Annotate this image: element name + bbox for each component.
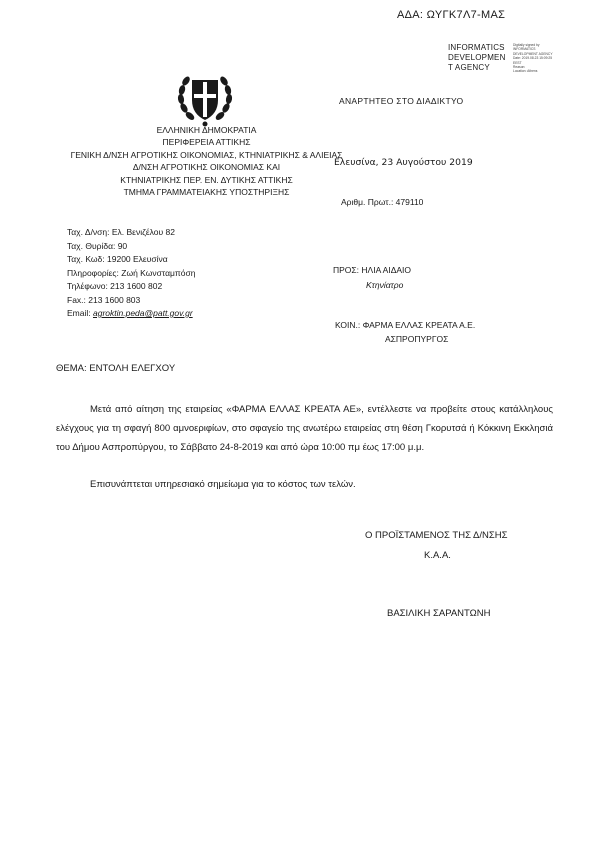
signature-line: Location: Athens [513,69,538,74]
address-line: Ταχ. Κωδ: 19200 Ελευσίνα [67,254,168,264]
greek-coat-of-arms-icon [174,68,236,130]
agency-line: DEVELOPMEN [448,53,506,62]
authority-header [60,124,353,198]
subject-line: ΘΕΜΑ: ΕΝΤΟΛΗ ΕΛΕΓΧΟΥ [56,363,176,374]
recipient-name: ΠΡΟΣ: ΗΛΙΑ ΑΙΔΑΙΟ [333,265,412,275]
publication-note: ΑΝΑΡΤΗΤΕΟ ΣΤΟ ΔΙΑΔΙΚΤΥΟ [339,96,464,106]
signature-line: EEST [513,60,522,65]
cc-location: ΑΣΠΡΟΠΥΡΓΟΣ [385,334,449,344]
contact-details [67,226,195,321]
recipient-role: Κτηνίατρο [366,280,404,290]
header-line: ΤΜΗΜΑ ΓΡΑΜΜΑΤΕΙΑΚΗΣ ΥΠΟΣΤΗΡΙΞΗΣ [123,187,290,198]
cc-company: ΚΟΙΝ.: ΦΑΡΜΑ ΕΛΛΑΣ ΚΡΕΑΤΑ Α.Ε. [335,320,476,330]
header-line: Δ/ΝΣΗ ΑΓΡΟΤΙΚΗΣ ΟΙΚΟΝΟΜΙΑΣ ΚΑΙ [132,162,281,173]
header-line: ΠΕΡΙΦΕΡΕΙΑ ΑΤΤΙΚΗΣ [162,137,251,148]
signature-line: DEVELOPMENT AGENCY [513,51,553,56]
signature-line: INFORMATICS [513,47,536,52]
agency-line: T AGENCY [448,63,490,72]
ada-code: ΑΔΑ: ΩΥΓΚ7Λ7-ΜΑΣ [397,9,506,21]
protocol-number: Αριθμ. Πρωτ.: 479110 [341,197,424,207]
address-line: Ταχ. Δ/νση: Ελ. Βενιζέλου 82 [67,227,175,237]
body-paragraph-attachment: Επισυνάπτεται υπηρεσιακό σημείωμα για το κόστος των τελών. [90,479,356,490]
signatory-title: Ο ΠΡΟΪΣΤΑΜΕΝΟΣ ΤΗΣ Δ/ΝΣΗΣ [365,530,508,541]
signature-line: Reason: [513,65,526,70]
signature-line: Digitally signed by [513,43,540,47]
header-line: ΓΕΝΙΚΗ Δ/ΝΣΗ ΑΓΡΟΤΙΚΗΣ ΟΙΚΟΝΟΜΙΑΣ, ΚΤΗΝΙΑΤΡΙΚΗΣ & ΑΛΙΕΙΑΣ [70,149,343,160]
email-label: Email: [67,308,93,318]
header-line: ΕΛΛΗΝΙΚΗ ΔΗΜΟΚΡΑΤΙΑ [156,125,257,135]
document-date: Ελευσίνα, 23 Αυγούστου 2019 [334,157,473,168]
agency-line: INFORMATICS [448,43,505,52]
address-line: Τηλέφωνο: 213 1600 802 [67,281,163,291]
address-line: Πληροφορίες: Ζωή Κωνσταμπόση [67,267,196,278]
signatory-name: ΒΑΣΙΛΙΚΗ ΣΑΡΑΝΤΩΝΗ [387,608,491,619]
signatory-kaa: Κ.Α.Α. [424,550,451,561]
email-line [67,307,195,321]
body-paragraph: Μετά από αίτηση της εταιρείας «ΦΑΡΜΑ ΕΛΛΑΣ ΚΡΕΑΤΑ ΑΕ», εντέλλεστε να προβείτε στους κατάλληλους ελέγχους για τη σφαγή 800 αμνοεριφίων, στο σφαγείο της ανωτέρω εταιρείας στη θέση Γκορυτσά ή Κόκκινη Εκκλησιά του Δήμου Ασπροπύργου, το Σάββατο 24-8-2019 και από ώρα 10:00 πμ έως 17:00 μ.μ. [56,404,553,453]
address-line: Fax.: 213 1600 803 [67,294,141,305]
address-line: Ταχ. Θυρίδα: 90 [67,240,128,251]
digital-signature-stamp [513,43,553,74]
header-line: ΚΤΗΝΙΑΤΡΙΚΗΣ ΠΕΡ. ΕΝ. ΔΥΤΙΚΗΣ ΑΤΤΙΚΗΣ [120,174,293,185]
signature-line: Date: 2019.08.23 15:09:25 [513,56,553,61]
email-link[interactable]: agroktin.peda@patt.gov.gr [92,308,193,318]
agency-name [448,43,506,73]
